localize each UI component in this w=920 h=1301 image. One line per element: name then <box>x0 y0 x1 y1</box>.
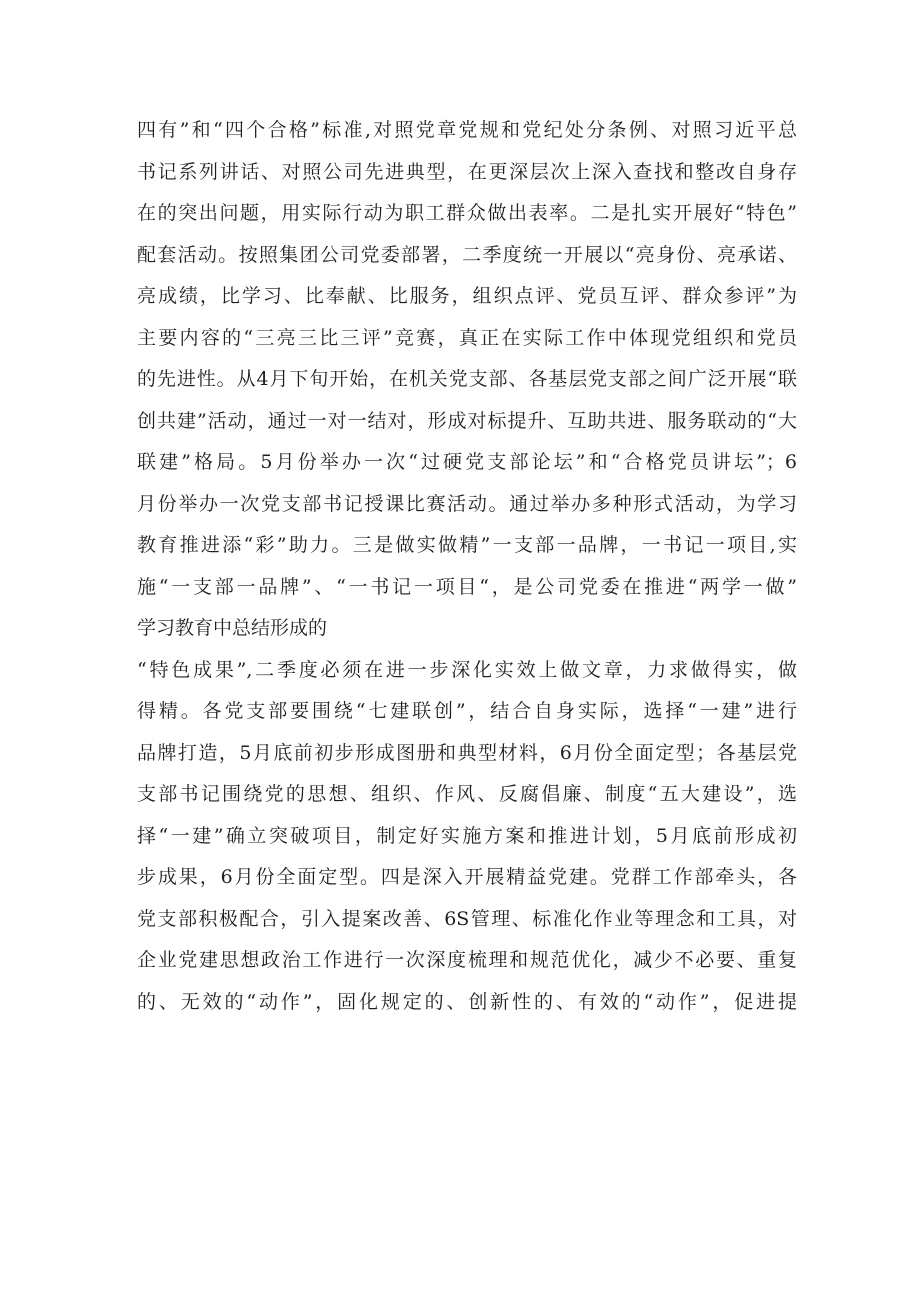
text-line: 支部书记围绕党的思想、组织、作风、反腐倡廉、制度“五大建设”，选 <box>137 783 797 805</box>
text-line: 品牌打造，5月底前初步形成图册和典型材料，6月份全面定型；各基层党 <box>137 741 797 764</box>
text-line: 四有”和“四个合格”标准,对照党章党规和党纪处分条例、对照习近平总 <box>137 119 797 141</box>
text-line: 的先进性。从4月下旬开始，在机关党支部、各基层党支部之间广泛开展“联 <box>137 368 797 390</box>
text-line: 联建”格局。5月份举办一次“过硬党支部论坛”和“合格党员讲坛”；6 <box>137 451 797 473</box>
text-line: 亮成绩，比学习、比奉献、比服务，组织点评、党员互评、群众参评”为 <box>137 285 797 307</box>
text-line: 择“一建”确立突破项目，制定好实施方案和推进计划，5月底前形成初 <box>137 824 797 847</box>
text-line: 创共建”活动，通过一对一结对，形成对标提升、互助共进、服务联动的“大 <box>137 409 797 432</box>
text-line: 企业党建思想政治工作进行一次深度梳理和规范优化，减少不必要、重复 <box>137 949 797 971</box>
text-line: 书记系列讲话、对照公司先进典型，在更深层次上深入查找和整改自身存 <box>137 160 797 183</box>
text-line: 得精。各党支部要围绕“七建联创”，结合自身实际，选择“一建”进行 <box>137 700 797 722</box>
text-line: 主要内容的“三亮三比三评”竞赛，真正在实际工作中体现党组织和党员 <box>137 326 797 349</box>
text-line: 月份举办一次党支部书记授课比赛活动。通过举办多种形式活动，为学习 <box>137 492 797 515</box>
text-line: 的、无效的“动作”，固化规定的、创新性的、有效的“动作”，促进提 <box>137 990 797 1013</box>
text-line: 教育推进添“彩”助力。三是做实做精”一支部一品牌，一书记一项目,实 <box>137 534 797 556</box>
text-line: 步成果，6月份全面定型。四是深入开展精益党建。党群工作部牵头，各 <box>137 866 797 888</box>
text-line: 党支部积极配合，引入提案改善、6S管理、标准化作业等理念和工具，对 <box>137 907 797 930</box>
text-line: “特色成果”,二季度必须在进一步深化实效上做文章，力求做得实，做 <box>137 658 797 681</box>
body-text <box>137 110 797 1023</box>
text-line: 在的突出问题，用实际行动为职工群众做出表率。二是扎实开展好“特色” <box>137 202 797 224</box>
text-line: 配套活动。按照集团公司党委部署，二季度统一开展以“亮身份、亮承诺、 <box>137 243 797 266</box>
text-line: 施“一支部一品牌”、“一书记一项目“，是公司党委在推进“两学一做” <box>137 575 797 598</box>
text-line: 学习教育中总结形成的 <box>137 617 328 639</box>
